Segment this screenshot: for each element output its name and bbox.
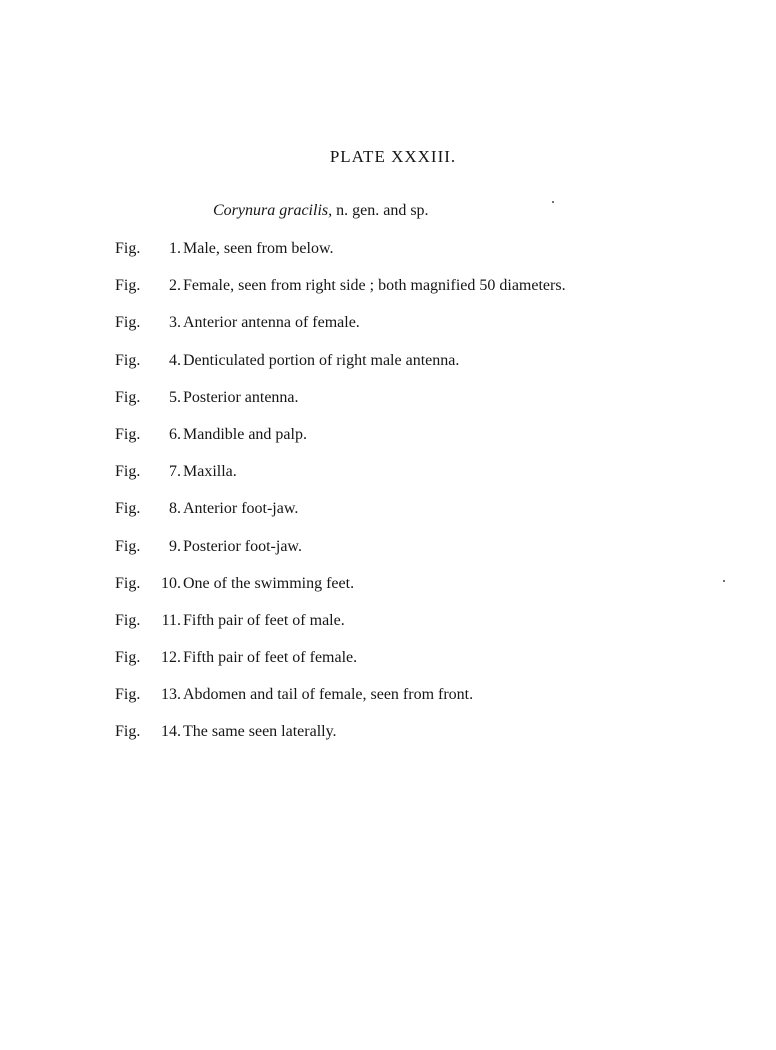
figure-number: 5. — [169, 388, 181, 406]
figure-word: Fig. — [115, 425, 141, 443]
figure-label — [115, 686, 183, 704]
figure-word: Fig. — [115, 537, 141, 555]
figure-word: Fig. — [115, 500, 141, 518]
figure-item — [115, 649, 675, 686]
figure-number: 13. — [161, 686, 181, 704]
figure-label — [115, 575, 183, 593]
figure-item — [115, 612, 675, 649]
figure-word: Fig. — [115, 277, 141, 295]
figure-word: Fig. — [115, 649, 141, 667]
figure-number: 2. — [169, 277, 181, 295]
figure-word: Fig. — [115, 463, 141, 481]
figure-description: Maxilla. — [183, 463, 237, 481]
figure-item — [115, 426, 675, 463]
figure-description: Fifth pair of feet of female. — [183, 649, 358, 667]
figure-label — [115, 240, 183, 258]
figure-label — [115, 277, 183, 295]
figure-number: 6. — [169, 425, 181, 443]
figure-number: 14. — [161, 723, 181, 741]
figure-label — [115, 723, 183, 741]
species-note: n. gen. and sp. — [332, 202, 429, 219]
figure-label — [115, 612, 183, 630]
scan-speck — [723, 580, 725, 582]
figure-description: Posterior foot-jaw. — [183, 537, 302, 555]
figure-number: 7. — [169, 463, 181, 481]
figure-number: 12. — [161, 649, 181, 667]
species-name: Corynura gracilis, — [213, 202, 333, 219]
figure-item — [115, 352, 675, 389]
figure-word: Fig. — [115, 686, 141, 704]
figure-label — [115, 500, 183, 518]
figure-item — [115, 575, 675, 612]
figure-description: Mandible and palp. — [183, 425, 307, 443]
figure-number: 3. — [169, 314, 181, 332]
figure-list — [115, 240, 675, 761]
figure-label — [115, 426, 183, 444]
figure-description: Anterior foot-jaw. — [183, 500, 299, 518]
figure-description: Denticulated portion of right male antenna. — [183, 351, 460, 369]
page-title: PLATE XXXIII. — [329, 147, 457, 166]
figure-word: Fig. — [115, 314, 141, 332]
figure-label — [115, 314, 183, 332]
figure-word: Fig. — [115, 574, 141, 592]
figure-label — [115, 463, 183, 481]
figure-number: 8. — [169, 500, 181, 518]
figure-number: 1. — [169, 240, 181, 257]
figure-label — [115, 649, 183, 667]
figure-label — [115, 389, 183, 407]
figure-description: The same seen laterally. — [183, 723, 337, 741]
figure-number: 9. — [169, 537, 181, 555]
figure-item — [115, 500, 675, 537]
figure-word: Fig. — [115, 388, 141, 406]
figure-label — [115, 352, 183, 370]
figure-item — [115, 686, 675, 723]
figure-item — [115, 463, 675, 500]
figure-description: Female, seen from right side ; both magnified 50 diameters. — [183, 277, 566, 295]
figure-description: Fifth pair of feet of male. — [183, 611, 345, 629]
figure-description: Anterior antenna of female. — [183, 314, 360, 332]
figure-item — [115, 240, 675, 277]
figure-word: Fig. — [115, 351, 141, 369]
figure-number: 10. — [161, 574, 181, 592]
figure-description: Posterior antenna. — [183, 388, 299, 406]
figure-number: 4. — [169, 351, 181, 369]
figure-item — [115, 538, 675, 575]
figure-item — [115, 389, 675, 426]
figure-description: One of the swimming feet. — [183, 574, 355, 592]
species-heading — [213, 202, 429, 220]
figure-item — [115, 277, 675, 314]
figure-word: Fig. — [115, 611, 141, 629]
figure-description: Abdomen and tail of female, seen from front. — [183, 686, 474, 704]
figure-number: 11. — [161, 611, 181, 629]
figure-word: Fig. — [115, 723, 141, 741]
scan-speck — [552, 201, 554, 203]
figure-label — [115, 538, 183, 556]
figure-description: Male, seen from below. — [183, 240, 334, 257]
figure-word: Fig. — [115, 240, 141, 257]
figure-item — [115, 314, 675, 351]
figure-item — [115, 723, 675, 760]
